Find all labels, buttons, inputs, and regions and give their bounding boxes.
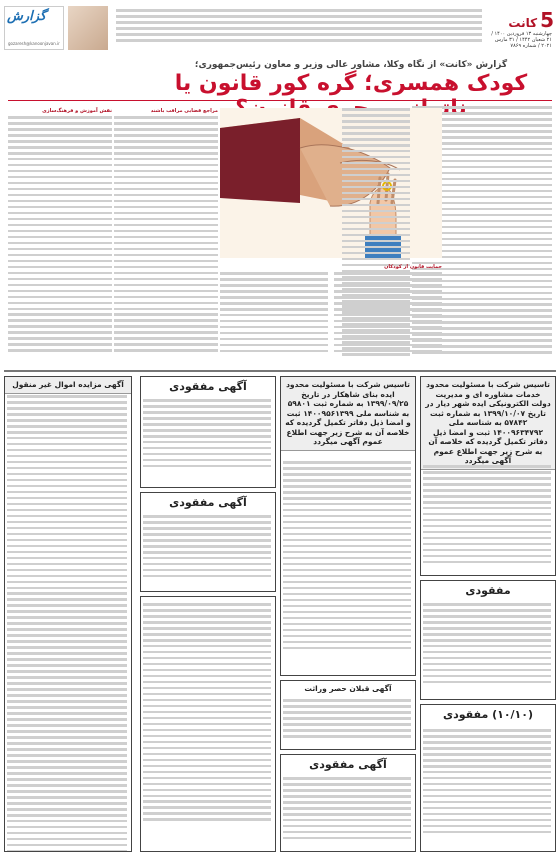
ad-4-title: تاسیس شرکت با مسئولیت محدود ایده بنای شاهکار در تاریخ ۱۳۹۹/۰۹/۲۵ به شماره ثبت ۵۹۸۰۱ به شناسه ملی ۱۴۰۰۹۵۶۱۳۹۹ ثبت و امضا ذیل دفاتر تکمیل گردیده که خلاصه آن به شرح زیر جهت اطلاع عموم آگهی میگردد: [281, 377, 415, 451]
ads-section-rule: [4, 370, 556, 372]
logo-email: gozaresh@kanoonjavan.ir: [8, 41, 60, 46]
ad-6-title: مفقودی: [465, 584, 511, 597]
ad-lost-1: [420, 580, 556, 700]
ad-8-body: [7, 395, 127, 852]
gozaresh-logo: گزارش: [7, 9, 47, 24]
section-name: کانت: [508, 16, 538, 30]
ad-3-body: [283, 777, 411, 843]
article-column-3a-text: [334, 272, 442, 356]
article-column-4: [114, 106, 218, 364]
page-number-value: 5: [540, 8, 554, 32]
ad-lost-2: [420, 704, 556, 852]
page-number: [508, 8, 554, 32]
masthead: [4, 4, 556, 52]
article-column-5: [8, 106, 112, 364]
gozaresh-logo-box: [4, 6, 64, 50]
dateline: چهارشنبه ۱۳ فروردین ۱۴۰۰ / ۲۱ شعبان ۱۴۴۲ / ۳۱ مارس ۲۰۲۱ / شماره ۷۸۶۹: [491, 31, 552, 49]
ad-8-title: آگهی مزایده اموال غیر منقول: [5, 377, 131, 394]
ad-2-title: آگهی مفقودی: [169, 496, 247, 509]
article-column-3b-text: [220, 272, 328, 356]
ad-lost-3: [280, 754, 416, 852]
teaser-lines: [116, 9, 482, 45]
article-column-4-text: [114, 116, 218, 355]
ad-1-body: [143, 399, 271, 471]
teaser-text: [112, 6, 482, 50]
subheading-2: مراجع قضایی مراقب باشند: [150, 108, 218, 114]
ad-7-title: (۱۰/۱۰) مفقودی: [442, 708, 534, 721]
ad-2-body: [143, 515, 271, 581]
subheading-3: نقش آموزش و فرهنگ‌سازی: [42, 108, 112, 114]
ad-3-title: آگهی مفقودی: [309, 758, 387, 771]
ad-5-body: [423, 465, 551, 567]
ad-5-title: تاسیس شرکت با مسئولیت محدود خدمات مشاوره ای و مدیریت دولت الکترونیکی ایده شهر دیار در تاریخ ۱۳۹۹/۱۰/۰۷ به شماره ثبت ۵۷۸۴۲ به شناسه ملی ۱۴۰۰۹۶۳۴۷۹۲ ثبت و امضا ذیل دفاتر تکمیل گردیده که خلاصه آن به شرح زیر جهت اطلاع عموم آگهی میگردد: [421, 377, 555, 470]
ad-6-body: [423, 603, 551, 687]
ad-company-registration-1: [420, 376, 556, 576]
teaser-photo: [68, 6, 108, 50]
ad-lost-4: [140, 376, 276, 488]
headline-rule: [8, 100, 552, 101]
ad-notices-body: [143, 603, 271, 824]
article-column-5-text: [8, 116, 112, 355]
ad-7-body: [423, 729, 551, 837]
article-headline: کودک همسری؛ گره کور قانون یا: [174, 71, 528, 96]
ad-company-registration-2: [280, 376, 416, 676]
ad-4-body: [283, 461, 411, 653]
article-column-3: [220, 262, 442, 364]
ad-inheritance: [280, 680, 416, 750]
ad-notices-stack: [140, 596, 276, 852]
article-kicker: گزارش «کانت» از نگاه وکلا، مشاور عالی وزیر و معاون رئیس‌جمهوری؛: [194, 60, 508, 70]
ad-9-body: [283, 699, 411, 741]
ad-lost-5: [140, 492, 276, 592]
ad-9-title: آگهی قبلان حصر وراثت: [304, 684, 392, 693]
subheading-1: حمایت قانون از کودکان: [384, 264, 442, 270]
ad-auction: [4, 376, 132, 852]
ad-1-title: آگهی مفقودی: [169, 380, 247, 393]
